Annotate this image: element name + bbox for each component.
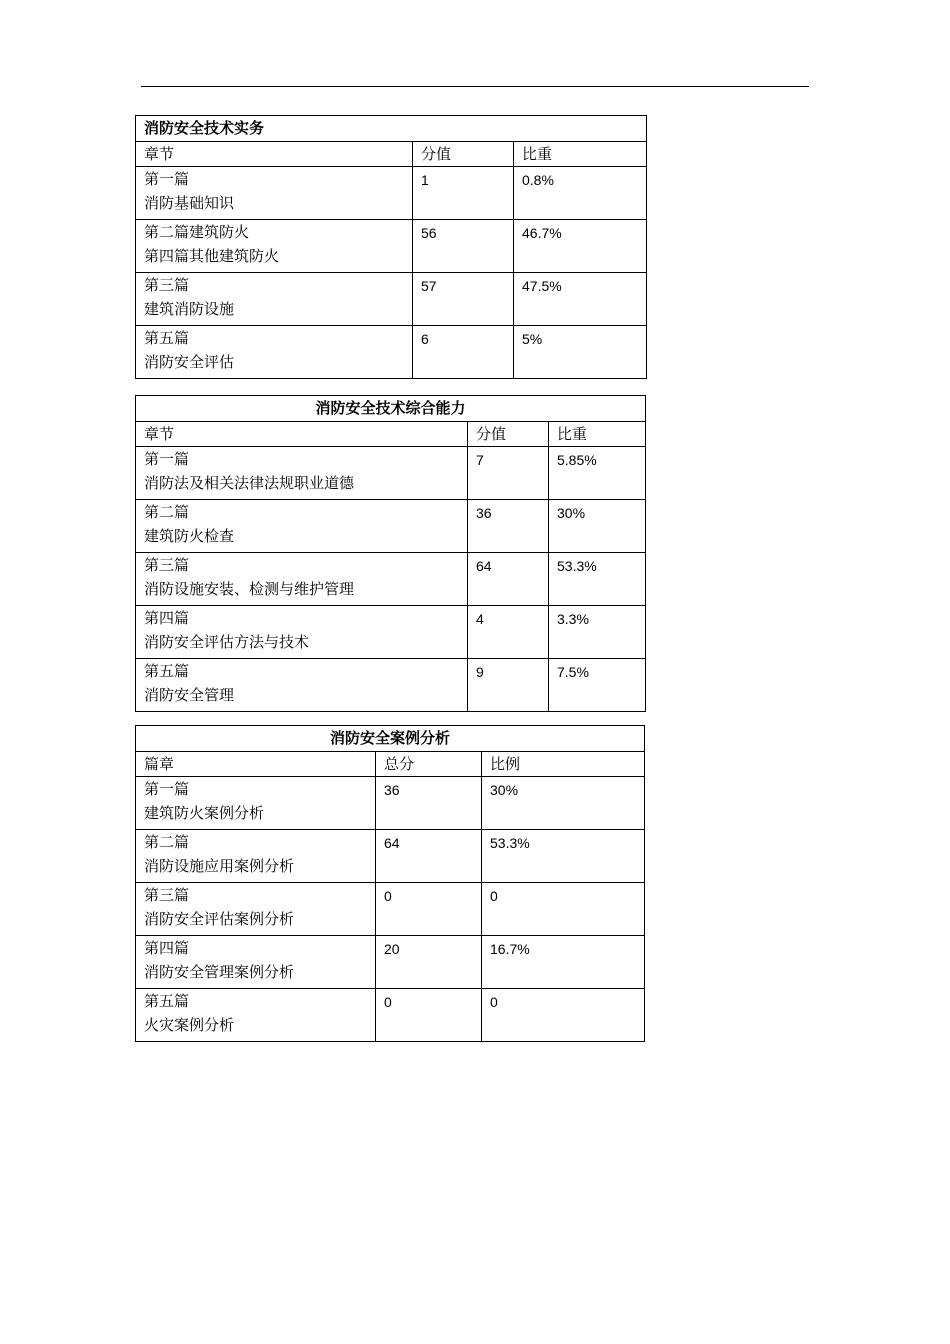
score-cell: 7 xyxy=(468,447,549,500)
score-cell: 0 xyxy=(376,989,482,1042)
chapter-part: 第五篇 xyxy=(144,329,190,347)
header-weight: 比重 xyxy=(549,422,646,447)
score-cell: 64 xyxy=(376,830,482,883)
header-chapter: 章节 xyxy=(136,142,413,167)
header-rule xyxy=(141,86,809,87)
chapter-part: 第四篇 xyxy=(144,609,190,627)
table-title-row xyxy=(136,116,647,142)
chapter-name: 消防安全评估案例分析 xyxy=(144,910,295,928)
score-cell: 0 xyxy=(376,883,482,936)
chapter-cell xyxy=(136,167,413,220)
table-fire-safety-practice xyxy=(135,115,647,379)
chapter-cell xyxy=(136,447,468,500)
weight-cell: 3.3% xyxy=(549,606,646,659)
weight-cell: 53.3% xyxy=(482,830,645,883)
table-header-row xyxy=(136,752,645,777)
chapter-part: 第二篇 xyxy=(144,503,190,521)
weight-cell: 5% xyxy=(514,326,647,379)
table-row xyxy=(136,830,645,883)
header-score: 分值 xyxy=(413,142,514,167)
chapter-name: 消防安全评估 xyxy=(144,353,235,371)
chapter-part: 第五篇 xyxy=(144,992,190,1010)
chapter-part: 第三篇 xyxy=(144,556,190,574)
chapter-part: 第二篇 xyxy=(144,833,190,851)
weight-cell: 47.5% xyxy=(514,273,647,326)
score-cell: 36 xyxy=(376,777,482,830)
header-weight: 比重 xyxy=(514,142,647,167)
header-chapter: 篇章 xyxy=(136,752,376,777)
chapter-cell xyxy=(136,553,468,606)
score-cell: 1 xyxy=(413,167,514,220)
table-row xyxy=(136,989,645,1042)
table-row xyxy=(136,500,646,553)
table-row xyxy=(136,273,647,326)
chapter-name: 建筑防火检查 xyxy=(144,527,235,545)
chapter-name: 消防安全评估方法与技术 xyxy=(144,633,310,651)
table-title: 消防安全技术实务 xyxy=(136,116,647,142)
chapter-part: 第四篇 xyxy=(144,939,190,957)
table-row xyxy=(136,883,645,936)
weight-cell: 53.3% xyxy=(549,553,646,606)
chapter-name: 消防基础知识 xyxy=(144,194,235,212)
header-weight: 比例 xyxy=(482,752,645,777)
table-row xyxy=(136,606,646,659)
chapter-part: 第一篇 xyxy=(144,780,190,798)
chapter-part: 第一篇 xyxy=(144,170,190,188)
chapter-name: 火灾案例分析 xyxy=(144,1016,235,1034)
chapter-cell xyxy=(136,883,376,936)
table-header-row xyxy=(136,422,646,447)
chapter-cell xyxy=(136,777,376,830)
header-chapter: 章节 xyxy=(136,422,468,447)
chapter-cell xyxy=(136,606,468,659)
chapter-part: 第三篇 xyxy=(144,886,190,904)
score-cell: 56 xyxy=(413,220,514,273)
header-score: 分值 xyxy=(468,422,549,447)
weight-cell: 16.7% xyxy=(482,936,645,989)
score-cell: 20 xyxy=(376,936,482,989)
chapter-name: 消防设施安装、检测与维护管理 xyxy=(144,580,355,598)
table-row xyxy=(136,659,646,712)
score-cell: 4 xyxy=(468,606,549,659)
chapter-name: 消防安全管理案例分析 xyxy=(144,963,295,981)
table-header-row xyxy=(136,142,647,167)
header-score: 总分 xyxy=(376,752,482,777)
chapter-part: 第五篇 xyxy=(144,662,190,680)
score-cell: 64 xyxy=(468,553,549,606)
table-fire-safety-case-analysis xyxy=(135,725,645,1042)
weight-cell: 5.85% xyxy=(549,447,646,500)
table-row xyxy=(136,220,647,273)
table-row xyxy=(136,447,646,500)
chapter-name: 建筑消防设施 xyxy=(144,300,235,318)
table-title: 消防安全案例分析 xyxy=(136,726,645,752)
table-row xyxy=(136,167,647,220)
score-cell: 6 xyxy=(413,326,514,379)
score-cell: 36 xyxy=(468,500,549,553)
chapter-cell xyxy=(136,326,413,379)
chapter-cell xyxy=(136,220,413,273)
table-row xyxy=(136,936,645,989)
weight-cell: 0 xyxy=(482,989,645,1042)
chapter-cell xyxy=(136,989,376,1042)
weight-cell: 46.7% xyxy=(514,220,647,273)
weight-cell: 30% xyxy=(549,500,646,553)
chapter-cell xyxy=(136,936,376,989)
chapter-name: 第四篇其他建筑防火 xyxy=(144,247,280,265)
score-cell: 9 xyxy=(468,659,549,712)
weight-cell: 0.8% xyxy=(514,167,647,220)
score-cell: 57 xyxy=(413,273,514,326)
chapter-name: 建筑防火案例分析 xyxy=(144,804,265,822)
chapter-part: 第一篇 xyxy=(144,450,190,468)
weight-cell: 30% xyxy=(482,777,645,830)
table-title-row xyxy=(136,726,645,752)
weight-cell: 7.5% xyxy=(549,659,646,712)
table-title: 消防安全技术综合能力 xyxy=(136,396,646,422)
chapter-cell xyxy=(136,830,376,883)
table-row xyxy=(136,326,647,379)
table-row xyxy=(136,777,645,830)
table-row xyxy=(136,553,646,606)
chapter-cell xyxy=(136,659,468,712)
chapter-cell xyxy=(136,273,413,326)
chapter-cell xyxy=(136,500,468,553)
chapter-name: 消防法及相关法律法规职业道德 xyxy=(144,474,355,492)
table-fire-safety-comprehensive xyxy=(135,395,646,712)
chapter-part: 第二篇建筑防火 xyxy=(144,223,250,241)
weight-cell: 0 xyxy=(482,883,645,936)
chapter-name: 消防安全管理 xyxy=(144,686,235,704)
chapter-name: 消防设施应用案例分析 xyxy=(144,857,295,875)
chapter-part: 第三篇 xyxy=(144,276,190,294)
table-title-row xyxy=(136,396,646,422)
